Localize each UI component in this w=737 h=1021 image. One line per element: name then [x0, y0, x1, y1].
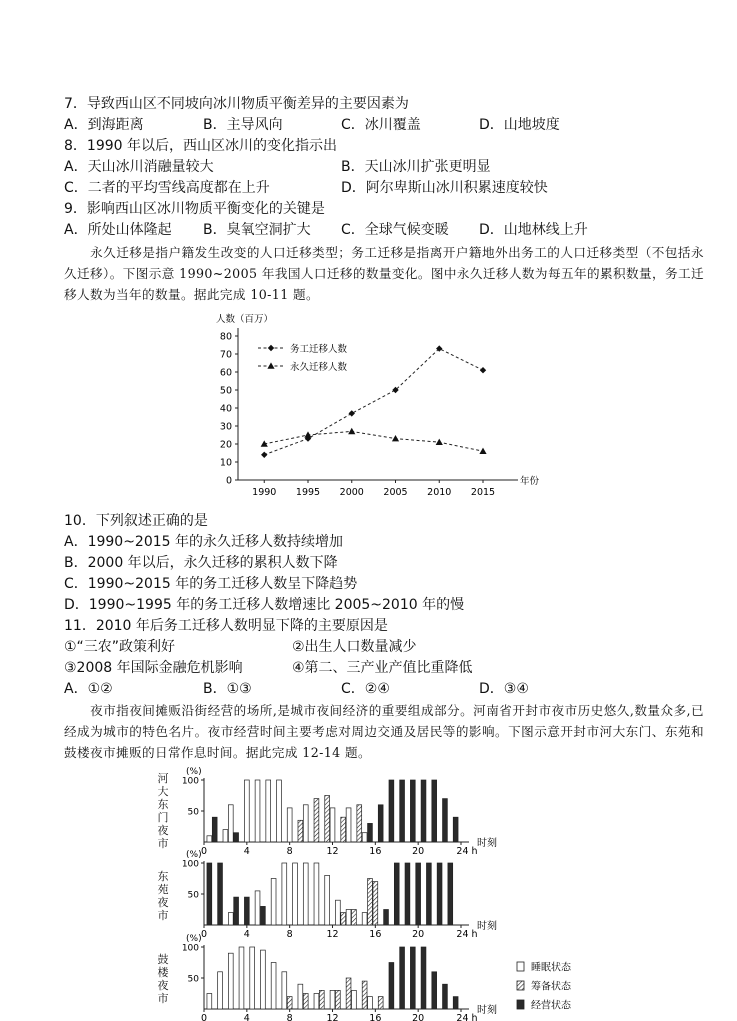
- x-tick-label: 16: [369, 929, 382, 940]
- legend-label: 永久迁移人数: [290, 362, 348, 373]
- x-tick-label: 8: [286, 846, 293, 857]
- bar-sleep: [314, 863, 319, 925]
- x-axis-label: 时刻: [477, 838, 497, 849]
- bar-work: [212, 817, 217, 842]
- bar-work: [410, 947, 415, 1009]
- bar-sleep: [207, 836, 212, 842]
- bar-prep: [368, 879, 373, 926]
- y-tick-label: 50: [187, 974, 199, 985]
- bar-sleep: [255, 780, 260, 842]
- x-tick-label: 24 h: [456, 846, 478, 857]
- x-axis-label: 时刻: [477, 921, 497, 932]
- bar-work: [368, 823, 373, 842]
- bar-work: [260, 906, 265, 925]
- panel-1: [182, 850, 497, 940]
- bar-sleep: [314, 994, 319, 1010]
- x-tick-label: 2000: [339, 487, 364, 498]
- bar-sleep: [330, 990, 335, 1009]
- y-tick-label: 0: [225, 475, 232, 487]
- bar-work: [410, 780, 415, 842]
- y-tick-label: 70: [219, 349, 232, 361]
- bar-sleep: [228, 953, 233, 1009]
- legend-label-work: 经营状态: [531, 1000, 571, 1012]
- q9-option-d: D．山地林线上升: [479, 222, 588, 238]
- x-tick-label: 4: [243, 929, 250, 940]
- bar-prep: [373, 882, 378, 925]
- x-tick-label: 20: [412, 1013, 425, 1021]
- panel-label-hedadongmen: 河大东门夜市: [157, 772, 169, 850]
- q7-stem: 7．导致西山区不同坡向冰川物质平衡差异的主要因素为: [64, 96, 409, 112]
- y-tick-label: 100: [181, 776, 199, 787]
- q9-option-b: B．臭氧空洞扩大: [203, 222, 311, 238]
- x-tick-label: 1990: [252, 487, 277, 498]
- q11-option-b: B．①③: [203, 681, 252, 697]
- bar-sleep: [335, 900, 340, 925]
- bar-work: [453, 817, 458, 842]
- q11-stem: 11．2010 年后务工迁移人数明显下降的主要原因是: [64, 618, 388, 634]
- q10-option-d: D．1990~1995 年的务工迁移人数增速比 2005~2010 年的慢: [64, 597, 465, 613]
- migration-line-chart: [200, 308, 540, 504]
- data-point-permanent: [392, 435, 399, 441]
- bar-sleep: [362, 913, 367, 925]
- bar-work: [405, 863, 410, 925]
- panel-label-dongyuan: 东苑夜市: [157, 870, 169, 922]
- bar-work: [218, 863, 223, 925]
- bar-work: [394, 863, 399, 925]
- bar-sleep: [282, 972, 287, 1009]
- q7-option-b: B．主导风向: [203, 117, 283, 133]
- legend-marker: [267, 362, 274, 368]
- y-tick-label: 100: [181, 943, 199, 954]
- q10-option-c: C．1990~2015 年的务工迁移人数呈下降趋势: [64, 576, 358, 592]
- bar-prep: [303, 994, 308, 1010]
- q10-stem: 10．下列叙述正确的是: [64, 513, 208, 529]
- legend-label-sleep: 睡眠状态: [531, 962, 571, 974]
- y-tick-label: 20: [219, 439, 232, 451]
- panel-0: [182, 767, 497, 857]
- x-tick-label: 8: [286, 929, 293, 940]
- panel-label-gulou: 鼓楼夜市: [157, 953, 169, 1005]
- bar-prep: [341, 913, 346, 925]
- bar-sleep: [362, 833, 367, 842]
- bar-work: [244, 897, 249, 925]
- bar-work: [421, 780, 426, 842]
- bar-prep: [319, 990, 324, 1009]
- y-tick-label: 100: [181, 859, 199, 870]
- bar-prep: [378, 997, 383, 1009]
- x-tick-label: 0: [200, 1013, 208, 1021]
- bar-sleep: [218, 972, 223, 1009]
- bar-sleep: [352, 990, 357, 1009]
- y-unit-label: (%): [186, 934, 202, 944]
- bar-sleep: [207, 994, 212, 1010]
- bar-sleep: [223, 830, 228, 842]
- bar-prep: [314, 799, 319, 842]
- bar-work: [416, 863, 421, 925]
- bar-sleep: [250, 947, 255, 1009]
- y-axis-label: 人数（百万）: [216, 314, 274, 325]
- bar-sleep: [298, 984, 303, 1009]
- q7-option-c: C．冰川覆盖: [341, 117, 421, 133]
- bar-sleep: [287, 808, 292, 842]
- legend-marker: [268, 345, 274, 351]
- data-point-permanent: [348, 428, 355, 434]
- x-tick-label: 20: [412, 929, 425, 940]
- bar-sleep: [271, 879, 276, 926]
- bar-prep: [325, 796, 330, 843]
- y-tick-label: 10: [219, 457, 232, 469]
- x-tick-label: 16: [369, 846, 382, 857]
- bar-work: [453, 997, 458, 1009]
- y-tick-label: 80: [219, 331, 232, 343]
- bar-work: [384, 910, 389, 926]
- legend-label-prep: 筹备状态: [531, 981, 571, 993]
- x-axis-label: 时刻: [477, 1005, 497, 1016]
- y-tick-label: 60: [219, 367, 232, 379]
- passage-night-market: [64, 700, 704, 763]
- legend-swatch-sleep: [517, 962, 524, 971]
- x-tick-label: 4: [243, 846, 250, 857]
- bar-sleep: [293, 863, 298, 925]
- data-point-labor: [261, 452, 267, 458]
- data-point-labor: [349, 410, 355, 416]
- bar-work: [234, 897, 239, 925]
- y-tick-label: 30: [219, 421, 232, 433]
- q10-option-b: B．2000 年以后，永久迁移的累积人数下降: [64, 555, 338, 571]
- x-tick-label: 0: [200, 929, 208, 940]
- bar-work: [207, 863, 212, 925]
- y-unit-label: (%): [186, 767, 202, 777]
- passage-migration-text: 永久迁移是指户籍发生改变的人口迁移类型；务工迁移是指离开户籍地外出务工的人口迁移类型（不包括永久迁移）。下图示意 1990~2005 年我国人口迁移的数量变化。图中永久迁移人数为每五年的累积数量，务工迁移人数为当年的数量。据此完成 10-11 题。: [64, 245, 704, 302]
- data-point-permanent: [479, 448, 486, 454]
- x-tick-label: 8: [286, 1013, 293, 1021]
- bar-work: [389, 963, 394, 1010]
- q8-option-a: A．天山冰川消融量较大: [64, 159, 214, 175]
- bar-sleep: [271, 963, 276, 1010]
- x-tick-label: 12: [326, 846, 339, 857]
- bar-work: [421, 947, 426, 1009]
- bar-work: [437, 863, 442, 925]
- bar-sleep: [228, 805, 233, 842]
- y-tick-label: 40: [219, 403, 232, 415]
- legend-swatch-prep: [517, 981, 524, 990]
- bar-work: [234, 833, 239, 842]
- bar-sleep: [325, 875, 330, 925]
- x-tick-label: 24 h: [456, 1013, 478, 1021]
- bar-work: [400, 947, 405, 1009]
- x-tick-label: 16: [369, 1013, 382, 1021]
- bar-sleep: [346, 910, 351, 926]
- bar-sleep: [346, 808, 351, 842]
- x-tick-label: 20: [412, 846, 425, 857]
- panel-2: [182, 934, 497, 1021]
- q11-item-1: ①“三农”政策利好: [64, 639, 176, 655]
- bar-work: [400, 780, 405, 842]
- y-tick-label: 50: [187, 807, 199, 818]
- bar-work: [378, 805, 383, 842]
- bar-sleep: [266, 780, 271, 842]
- bar-work: [426, 863, 431, 925]
- bar-work: [448, 863, 453, 925]
- bar-sleep: [277, 780, 282, 842]
- q9-option-c: C．全球气候变暖: [341, 222, 449, 238]
- x-tick-label: 1995: [295, 487, 321, 498]
- bar-sleep: [255, 891, 260, 925]
- legend-label: 务工迁移人数: [290, 344, 348, 355]
- bar-sleep: [303, 863, 308, 925]
- x-tick-label: 24 h: [456, 929, 478, 940]
- q11-option-d: D．③④: [479, 681, 529, 697]
- bar-prep: [287, 997, 292, 1009]
- data-point-labor: [480, 367, 486, 373]
- x-tick-label: 2010: [427, 487, 452, 498]
- x-tick-label: 2005: [383, 487, 408, 498]
- bar-sleep: [228, 913, 233, 925]
- x-axis-label: 年份: [520, 476, 540, 487]
- bar-prep: [341, 817, 346, 842]
- bar-prep: [352, 910, 357, 926]
- data-point-permanent: [436, 439, 443, 445]
- bar-prep: [335, 990, 340, 1009]
- bar-work: [443, 799, 448, 842]
- y-tick-label: 50: [219, 385, 232, 397]
- x-tick-label: 0: [200, 846, 208, 857]
- bar-prep: [298, 820, 303, 842]
- bar-sleep: [282, 863, 287, 925]
- q8-stem: 8．1990 年以后，西山区冰川的变化指示出: [64, 138, 337, 154]
- q10-option-a: A．1990~2015 年的永久迁移人数持续增加: [64, 534, 344, 550]
- bar-sleep: [239, 947, 244, 1009]
- q8-option-b: B．天山冰川扩张更明显: [341, 159, 491, 175]
- x-tick-label: 12: [326, 1013, 339, 1021]
- bar-sleep: [260, 950, 265, 1009]
- q11-option-c: C．②④: [341, 681, 390, 697]
- x-tick-label: 4: [243, 1013, 250, 1021]
- bar-sleep: [303, 805, 308, 842]
- q9-option-a: A．所处山体隆起: [64, 222, 172, 238]
- q11-item-3: ③2008 年国际金融危机影响: [64, 660, 243, 676]
- q7-option-d: D．山地坡度: [479, 117, 560, 133]
- y-tick-label: 50: [187, 890, 199, 901]
- legend-swatch-work: [517, 1000, 524, 1009]
- bar-sleep: [330, 808, 335, 842]
- night-market-bar-chart: [170, 760, 590, 1021]
- passage-night-market-text: 夜市指夜间摊贩沿街经营的场所,是城市夜间经济的重要组成部分。河南省开封市夜市历史悠久,数量众多,已经成为城市的特色名片。夜市经营时间主要考虑对周边交通及居民等的影响。下图示意开封市河大东门、东苑和鼓楼夜市摊贩的日常作息时间。据此完成 12-14 题。: [64, 703, 704, 760]
- q9-stem: 9．影响西山区冰川物质平衡变化的关键是: [64, 201, 325, 217]
- bar-sleep: [368, 997, 373, 1009]
- passage-migration: [64, 242, 704, 305]
- y-unit-label: (%): [186, 850, 202, 860]
- data-point-permanent: [304, 431, 311, 437]
- q11-option-a: A．①②: [64, 681, 113, 697]
- q8-option-c: C．二者的平均雪线高度都在上升: [64, 180, 270, 196]
- q8-option-d: D．阿尔卑斯山冰川积累速度较快: [341, 180, 548, 196]
- bar-work: [432, 972, 437, 1009]
- q7-option-a: A．到海距离: [64, 117, 144, 133]
- bar-work: [432, 780, 437, 842]
- bar-work: [443, 984, 448, 1009]
- bar-prep: [346, 978, 351, 1009]
- series-line-permanent: [264, 431, 483, 451]
- bar-sleep: [244, 780, 249, 842]
- x-tick-label: 2015: [470, 487, 496, 498]
- x-tick-label: 12: [326, 929, 339, 940]
- bar-work: [389, 780, 394, 842]
- q11-item-4: ④第二、三产业产值比重降低: [292, 660, 473, 676]
- bar-prep: [362, 981, 367, 1009]
- q11-item-2: ②出生人口数量减少: [292, 639, 417, 655]
- bar-prep: [357, 805, 362, 842]
